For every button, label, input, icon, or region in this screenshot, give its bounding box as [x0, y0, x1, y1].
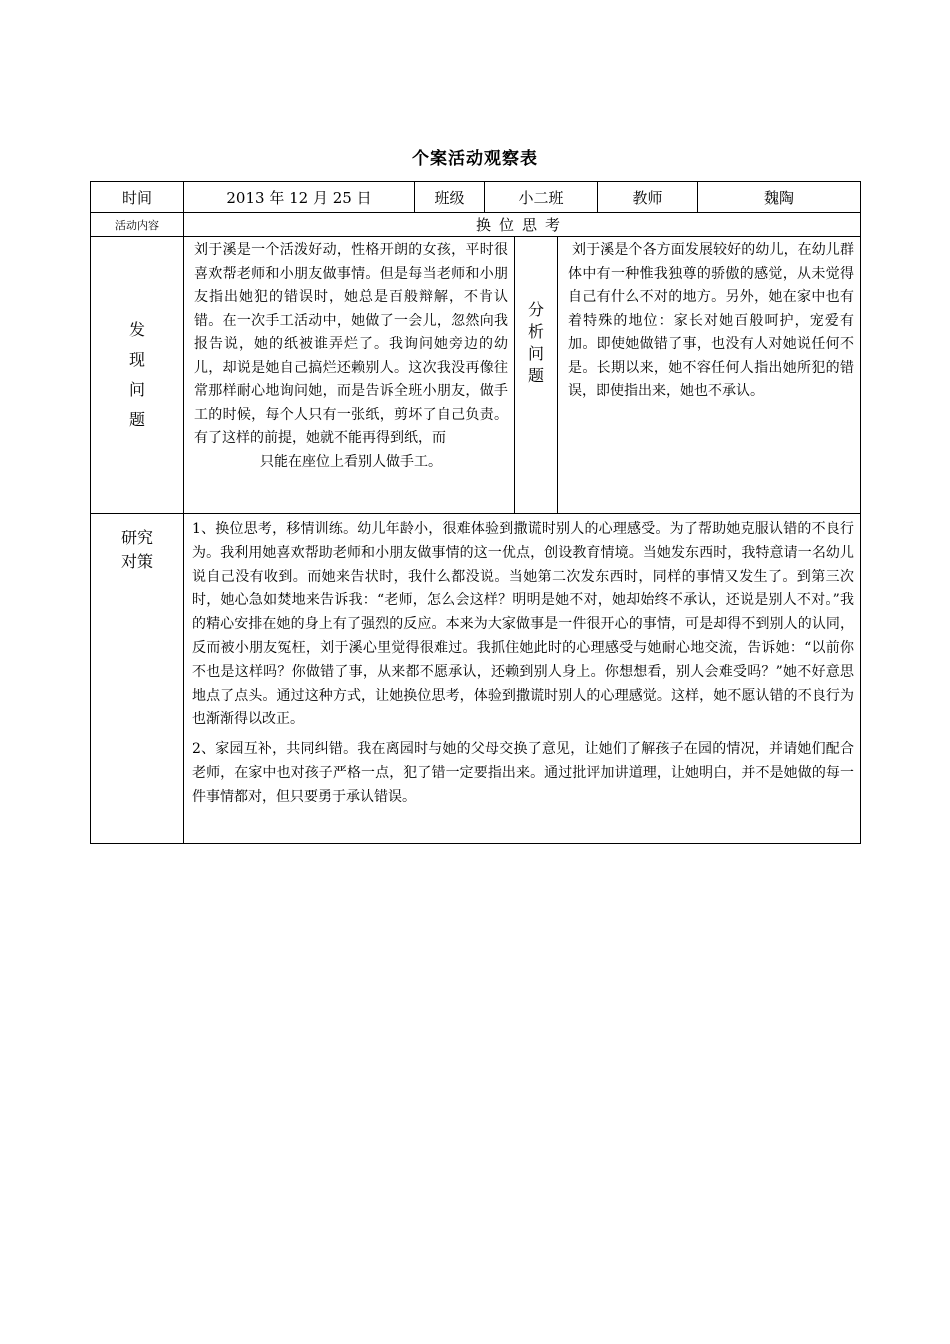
teacher-value: 魏陶 — [763, 188, 794, 207]
analysis-label-char: 析 — [527, 322, 544, 341]
findings-label-char: 现 — [128, 350, 145, 369]
research-para-2: 2、家园互补，共同纠错。我在离园时与她的父母交换了意见，让她们了解孩子在园的情况，并请她们配合老师，在家中也对孩子严格一点，犯了错一定要指出来。通过批评加讲道理，让她明白，并不是她做的每一件事情都对，但只要勇于承认错误。 — [192, 741, 854, 805]
findings-label-char: 发 — [128, 320, 145, 339]
analysis-label-char: 题 — [527, 366, 544, 385]
class-value: 小二班 — [485, 182, 598, 212]
analysis-label-char: 问 — [527, 344, 544, 363]
research-para-1: 1、换位思考，移情训练。幼儿年龄小，很难体验到撒谎时别人的心理感受。为了帮助她克服认错的不良行为。我利用她喜欢帮助老师和小朋友做事情的这一优点，创设教育情境。当她发东西时，我特意请一名幼儿说自己没有收到。而她来告状时，我什么都没说。当她第二次发东西时，同样的事情又发生了。到第三次时，她心急如焚地来告诉我：“老师，怎么会这样？明明是她不对，她却始终不承认，还说是别人不对。”我的精心安排在她的身上有了强烈的反应。本来为大家做事是一件很开心的事情，可是却得不到别人的认同，反而被小朋友冤枉，刘于溪心里觉得很难过。我抓住她此时的心理感受与她耐心地交流，告诉她：“以前你不也是这样吗？你做错了事，从来都不愿承认，还赖到别人身上。你想想看，别人会难受吗？”她不好意思地点了点头。通过这种方式，让她换位思考，体验到撒谎时别人的心理感觉。这样，她不愿认错的不良行为也渐渐得以改正。 — [192, 521, 854, 728]
page-title: 个案活动观察表 — [412, 149, 538, 169]
findings-label-char: 问 — [128, 380, 145, 399]
findings-label — [91, 237, 184, 513]
research-label-line: 对策 — [120, 552, 153, 571]
findings-body: 刘于溪是一个活泼好动，性格开朗的女孩，平时很喜欢帮老师和小朋友做事情。但是每当老师和小朋友指出她犯的错误时，她总是百般辩解，不肯认错。在一次手工活动中，她做了一会儿，忽然向我报告说，她的纸被谁弄烂了。我询问她旁边的幼儿，却说是她自己搞烂还赖别人。这次我没再像往常那样耐心地询问她，而是告诉全班小朋友，做手工的时候，每个人只有一张纸，剪坏了自己负责。有了这样的前提，她就不能再得到纸，而 — [194, 242, 508, 446]
research-label-line: 研究 — [120, 528, 153, 547]
header-row — [91, 182, 860, 213]
analysis-label-char: 分 — [527, 300, 544, 319]
teacher-label: 教师 — [598, 182, 698, 212]
findings-text — [184, 237, 515, 513]
activity-label: 活动内容 — [91, 213, 184, 236]
time-value: 2013 年 12 月 25 日 — [184, 182, 415, 212]
findings-body-tail: 只能在座位上看别人做手工。 — [260, 453, 442, 470]
activity-value: 换位思考 — [475, 216, 568, 234]
research-row — [91, 514, 860, 843]
analysis-body: 刘于溪是个各方面发展较好的幼儿，在幼儿群体中有一种惟我独尊的骄傲的感觉，从未觉得自己有什么不对的地方。另外，她在家中也有着特殊的地位：家长对她百般呵护，宠爱有加。即使她做错了事，也没有人对她说任何不是。长期以来，她不容任何人指出她所犯的错误，即使指出来，她也不承认。 — [568, 242, 854, 399]
class-label: 班级 — [415, 182, 485, 212]
activity-row — [91, 213, 860, 237]
findings-row — [91, 237, 860, 514]
findings-label-char: 题 — [128, 410, 145, 429]
research-label — [91, 514, 184, 843]
analysis-text — [558, 237, 860, 513]
research-text — [184, 514, 860, 843]
observation-table — [90, 181, 861, 844]
time-label: 时间 — [91, 182, 184, 212]
analysis-label — [515, 237, 558, 513]
